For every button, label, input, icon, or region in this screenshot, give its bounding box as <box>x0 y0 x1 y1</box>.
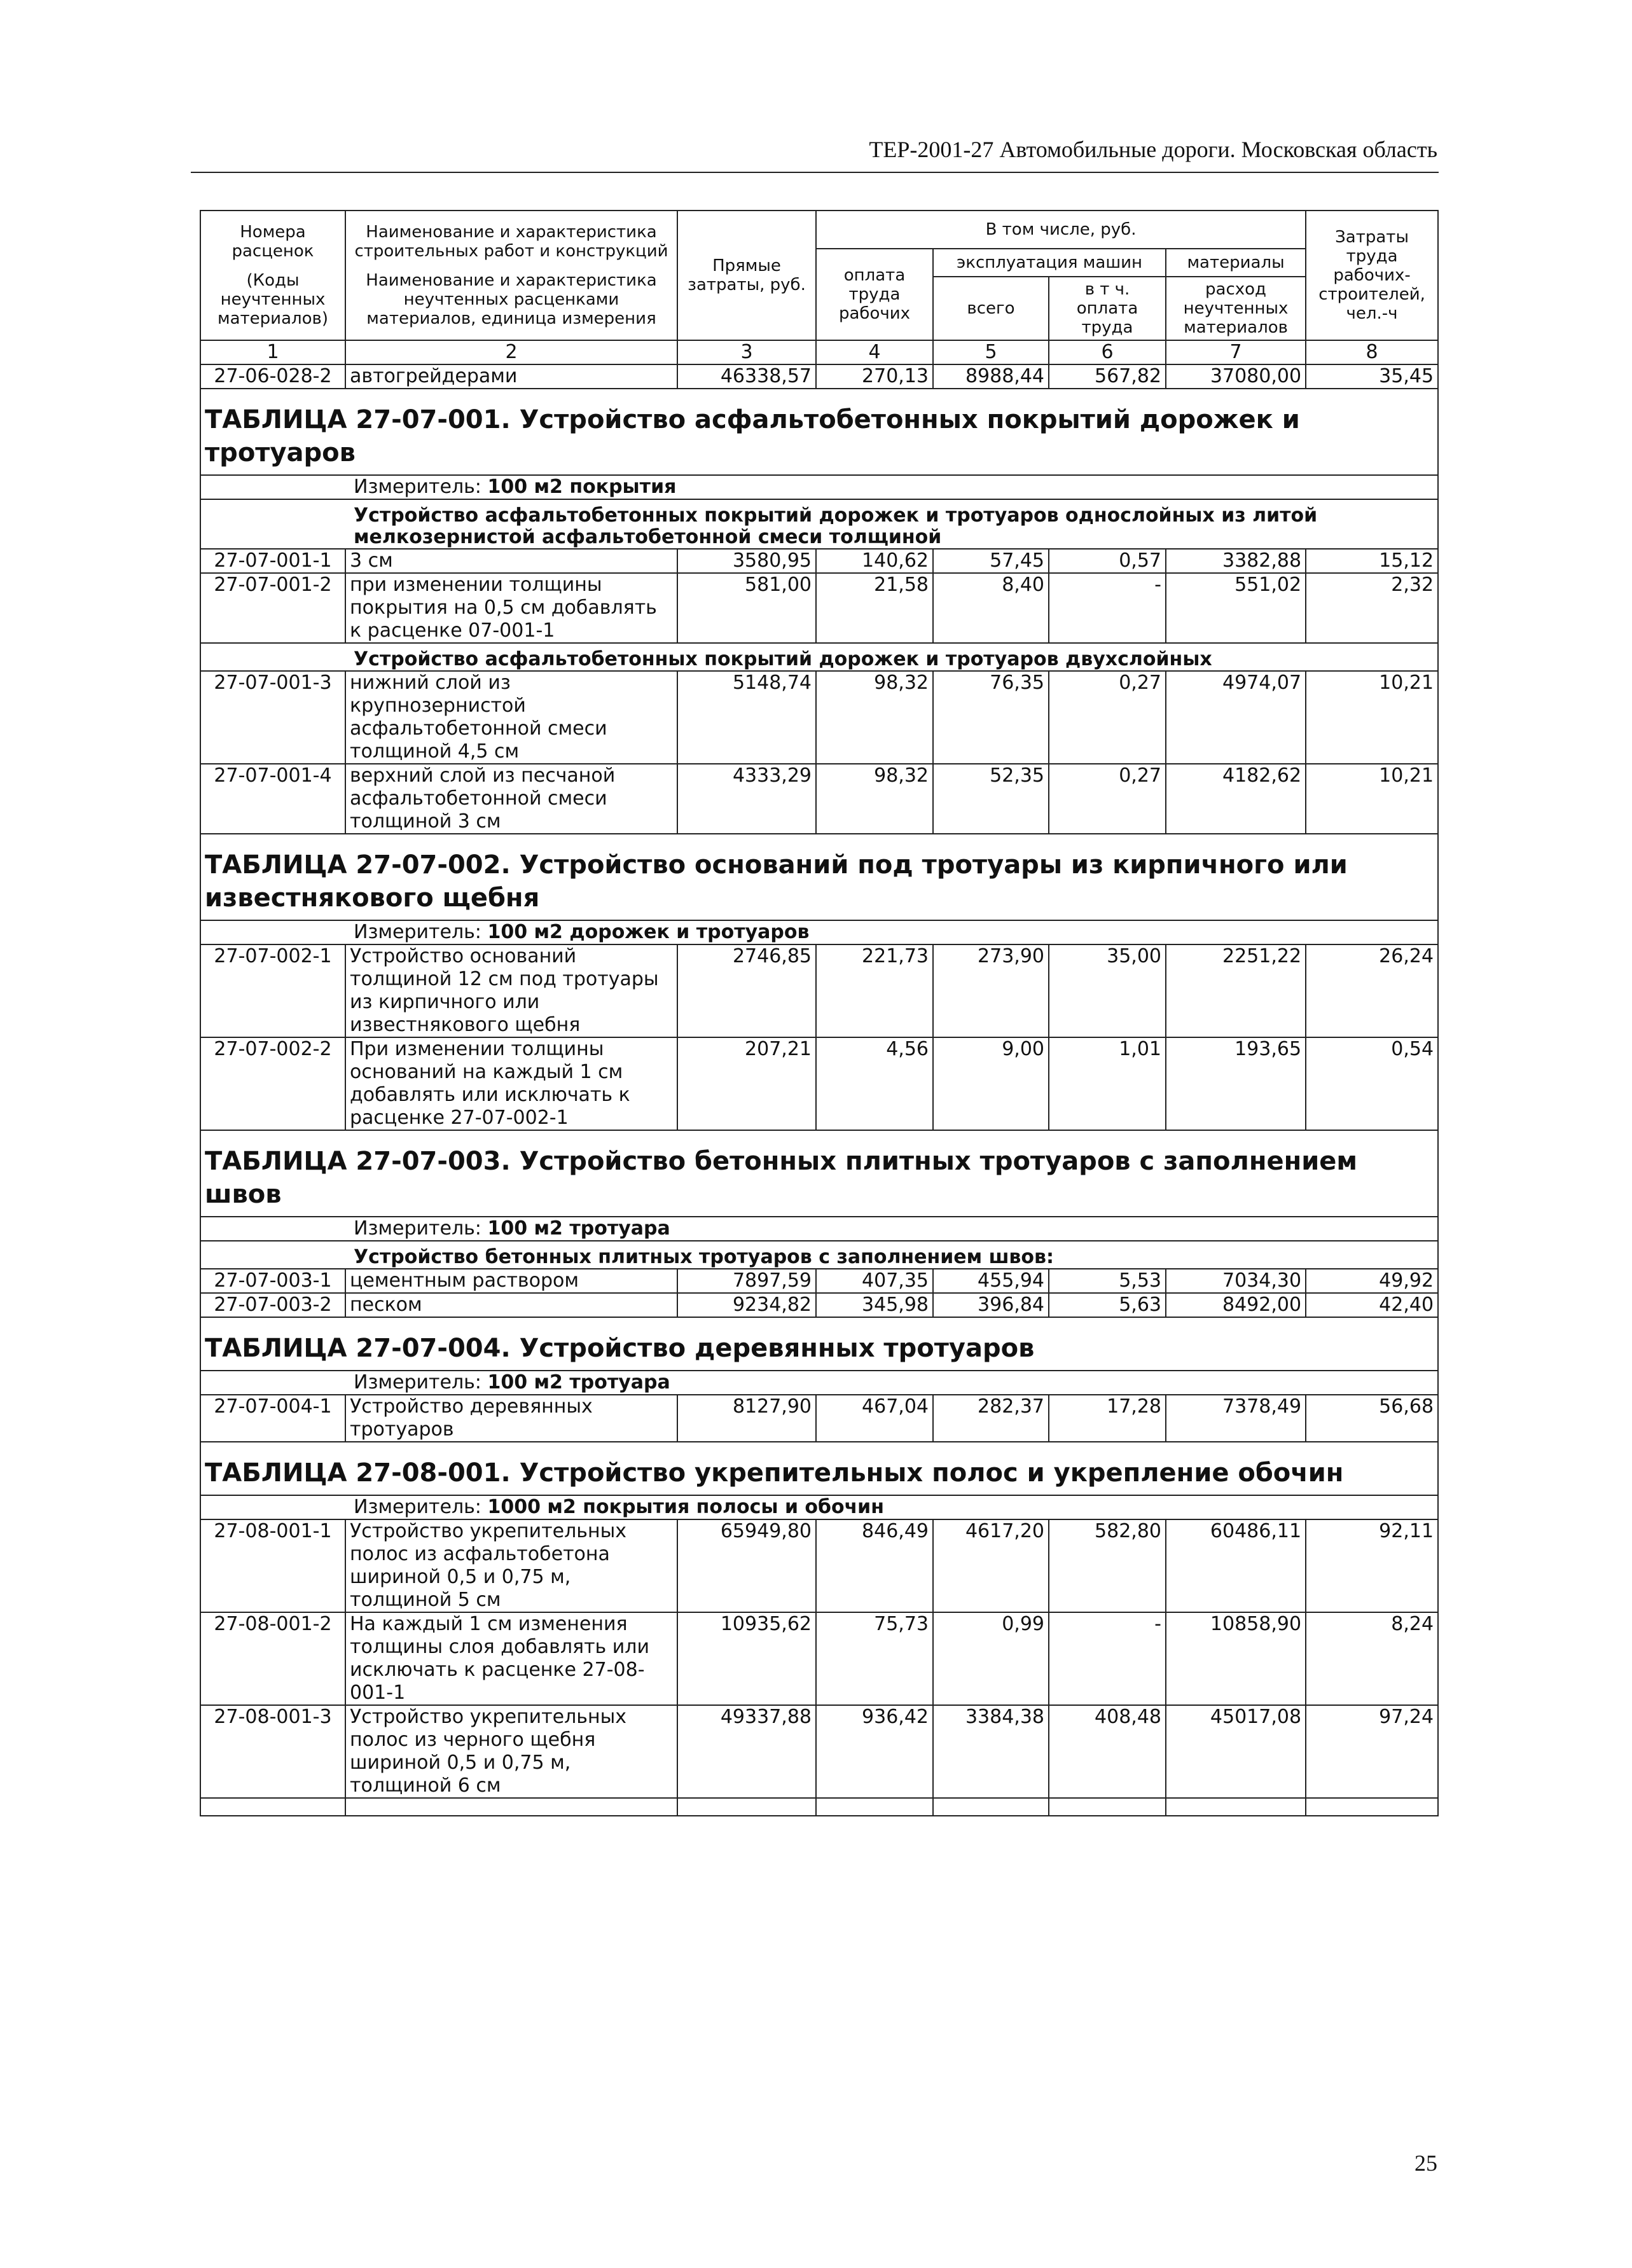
header-name-bottom: Наименование и характеристика неучтенных расценками материалов, единица измерения <box>366 271 657 328</box>
header-labor-pay: оплата труда рабочих <box>816 249 933 340</box>
row-name: песком <box>345 1293 677 1317</box>
row-name: верхний слой из песчаной асфальтобетонной смеси толщиной 3 см <box>345 764 677 834</box>
row-code: 27-07-003-2 <box>200 1293 345 1317</box>
empty-cell <box>1166 1798 1306 1816</box>
row-code: 27-07-002-2 <box>200 1037 345 1130</box>
header-codes-top: Номера расценок <box>232 223 314 261</box>
column-number: 6 <box>1049 340 1166 364</box>
row-name: при изменении толщины покрытия на 0,5 см добавлять к расценке 07-001-1 <box>345 573 677 643</box>
row-machines: 396,84 <box>933 1293 1049 1317</box>
row-machines: 4617,20 <box>933 1519 1049 1612</box>
row-materials: 4182,62 <box>1166 764 1306 834</box>
row-labor: 407,35 <box>816 1269 933 1293</box>
meter-cell <box>200 920 1438 944</box>
column-number: 5 <box>933 340 1049 364</box>
row-materials: 10858,90 <box>1166 1612 1306 1705</box>
meter-value: 100 м2 тротуара <box>487 1217 670 1240</box>
section-title-row <box>200 834 1438 920</box>
row-code: 27-08-001-3 <box>200 1705 345 1798</box>
row-hours: 56,68 <box>1306 1395 1438 1442</box>
empty-cell <box>816 1798 933 1816</box>
row-direct: 8127,90 <box>677 1395 816 1442</box>
meter-cell <box>200 1371 1438 1395</box>
row-machines: 273,90 <box>933 944 1049 1037</box>
row-machines-labor: 1,01 <box>1049 1037 1166 1130</box>
row-materials: 2251,22 <box>1166 944 1306 1037</box>
row-code: 27-08-001-1 <box>200 1519 345 1612</box>
row-machines-labor: 17,28 <box>1049 1395 1166 1442</box>
row-machines-labor: 5,53 <box>1049 1269 1166 1293</box>
section-title-row <box>200 1317 1438 1371</box>
header-materials-unaccounted: расход неучтенных материалов <box>1166 277 1306 340</box>
section-title-row <box>200 1442 1438 1495</box>
header-row <box>200 211 1438 249</box>
header-incl: В том числе, руб. <box>816 211 1306 249</box>
row-hours: 15,12 <box>1306 549 1438 573</box>
row-hours: 49,92 <box>1306 1269 1438 1293</box>
row-machines: 9,00 <box>933 1037 1049 1130</box>
meter-row <box>200 920 1438 944</box>
row-code: 27-07-001-4 <box>200 764 345 834</box>
row-machines-labor: 5,63 <box>1049 1293 1166 1317</box>
header-machines: эксплуатация машин <box>933 249 1166 277</box>
row-machines: 0,99 <box>933 1612 1049 1705</box>
row-machines: 8,40 <box>933 573 1049 643</box>
meter-label: Измеритель: <box>354 1371 481 1393</box>
row-code: 27-06-028-2 <box>200 364 345 389</box>
header-machines-total: всего <box>933 277 1049 340</box>
column-number: 1 <box>200 340 345 364</box>
section-title: ТАБЛИЦА 27-07-003. Устройство бетонных плитных тротуаров с заполнением швов <box>200 1130 1438 1217</box>
row-machines-labor: 35,00 <box>1049 944 1166 1037</box>
meter-cell <box>200 1495 1438 1519</box>
group-heading-row <box>200 643 1438 671</box>
row-hours: 8,24 <box>1306 1612 1438 1705</box>
row-labor: 936,42 <box>816 1705 933 1798</box>
row-materials: 3382,88 <box>1166 549 1306 573</box>
section-title-row <box>200 389 1438 475</box>
header-rule <box>191 172 1439 173</box>
row-hours: 97,24 <box>1306 1705 1438 1798</box>
row-machines-labor: 582,80 <box>1049 1519 1166 1612</box>
page-number: 25 <box>1414 2150 1437 2176</box>
meter-cell <box>200 475 1438 499</box>
row-name: нижний слой из крупнозернистой асфальтобетонной смеси толщиной 4,5 см <box>345 671 677 764</box>
meter-row <box>200 1371 1438 1395</box>
row-hours: 2,32 <box>1306 573 1438 643</box>
empty-cell <box>933 1798 1049 1816</box>
row-name: Устройство укрепительных полос из асфальтобетона шириной 0,5 и 0,75 м, толщиной 5 см <box>345 1519 677 1612</box>
row-hours: 0,54 <box>1306 1037 1438 1130</box>
row-hours: 92,11 <box>1306 1519 1438 1612</box>
row-materials: 45017,08 <box>1166 1705 1306 1798</box>
row-machines: 455,94 <box>933 1269 1049 1293</box>
row-machines-labor: 0,27 <box>1049 671 1166 764</box>
row-machines-labor: - <box>1049 1612 1166 1705</box>
empty-cell <box>1049 1798 1166 1816</box>
row-direct: 2746,85 <box>677 944 816 1037</box>
row-labor: 345,98 <box>816 1293 933 1317</box>
row-code: 27-07-003-1 <box>200 1269 345 1293</box>
row-materials: 193,65 <box>1166 1037 1306 1130</box>
row-code: 27-07-001-2 <box>200 573 345 643</box>
row-machines-labor: 408,48 <box>1049 1705 1166 1798</box>
row-direct: 9234,82 <box>677 1293 816 1317</box>
table-row <box>200 573 1438 643</box>
row-materials: 4974,07 <box>1166 671 1306 764</box>
group-heading: Устройство асфальтобетонных покрытий дорожек и тротуаров однослойных из литой мелкозернистой асфальтобетонной смеси толщиной <box>200 499 1438 549</box>
meter-row <box>200 1495 1438 1519</box>
row-name: Устройство укрепительных полос из черного щебня шириной 0,5 и 0,75 м, толщиной 6 см <box>345 1705 677 1798</box>
row-name: При изменении толщины оснований на каждый 1 см добавлять или исключать к расценке 27-07-002-1 <box>345 1037 677 1130</box>
table-row <box>200 764 1438 834</box>
row-machines-labor: - <box>1049 573 1166 643</box>
row-name: На каждый 1 см изменения толщины слоя добавлять или исключать к расценке 27-08-001-1 <box>345 1612 677 1705</box>
meter-cell <box>200 1217 1438 1241</box>
meter-label: Измеритель: <box>354 1217 481 1240</box>
column-number-row <box>200 340 1438 364</box>
row-machines-labor: 0,57 <box>1049 549 1166 573</box>
row-direct: 581,00 <box>677 573 816 643</box>
meter-value: 100 м2 дорожек и тротуаров <box>487 921 810 943</box>
row-code: 27-07-002-1 <box>200 944 345 1037</box>
header-direct: Прямые затраты, руб. <box>677 211 816 340</box>
row-labor: 98,32 <box>816 764 933 834</box>
meter-row <box>200 1217 1438 1241</box>
section-title-row <box>200 1130 1438 1217</box>
row-labor: 140,62 <box>816 549 933 573</box>
empty-cell <box>200 1798 345 1816</box>
header-codes-cell <box>200 211 345 340</box>
meter-label: Измеритель: <box>354 921 481 943</box>
row-hours: 10,21 <box>1306 671 1438 764</box>
table-row <box>200 1395 1438 1442</box>
header-name-top: Наименование и характеристика строительных работ и конструкций <box>354 223 668 261</box>
column-number: 3 <box>677 340 816 364</box>
row-machines-labor: 0,27 <box>1049 764 1166 834</box>
section-title: ТАБЛИЦА 27-07-001. Устройство асфальтобетонных покрытий дорожек и тротуаров <box>200 389 1438 475</box>
row-labor: 75,73 <box>816 1612 933 1705</box>
row-name: Устройство оснований толщиной 12 см под тротуары из кирпичного или известнякового щебня <box>345 944 677 1037</box>
row-materials: 60486,11 <box>1166 1519 1306 1612</box>
row-machines: 8988,44 <box>933 364 1049 389</box>
row-direct: 5148,74 <box>677 671 816 764</box>
column-number: 4 <box>816 340 933 364</box>
row-labor: 270,13 <box>816 364 933 389</box>
row-code: 27-08-001-2 <box>200 1612 345 1705</box>
table-row <box>200 1293 1438 1317</box>
table-row <box>200 1037 1438 1130</box>
table-row <box>200 671 1438 764</box>
header-labor-cost: Затраты труда рабочих-строителей, чел.-ч <box>1306 211 1438 340</box>
section-title: ТАБЛИЦА 27-08-001. Устройство укрепительных полос и укрепление обочин <box>200 1442 1438 1495</box>
meter-value: 100 м2 покрытия <box>487 476 677 498</box>
row-direct: 46338,57 <box>677 364 816 389</box>
header-name-cell <box>345 211 677 340</box>
row-machines: 282,37 <box>933 1395 1049 1442</box>
column-number: 2 <box>345 340 677 364</box>
header-machines-incl: в т ч. оплата труда <box>1049 277 1166 340</box>
row-labor: 98,32 <box>816 671 933 764</box>
row-materials: 7034,30 <box>1166 1269 1306 1293</box>
table-row <box>200 1519 1438 1612</box>
price-table <box>200 210 1439 1816</box>
running-header: ТЕР-2001-27 Автомобильные дороги. Московская область <box>869 137 1437 162</box>
row-labor: 21,58 <box>816 573 933 643</box>
row-name: цементным раствором <box>345 1269 677 1293</box>
row-direct: 49337,88 <box>677 1705 816 1798</box>
table-end-row <box>200 1798 1438 1816</box>
column-number: 7 <box>1166 340 1306 364</box>
row-labor: 846,49 <box>816 1519 933 1612</box>
group-heading: Устройство бетонных плитных тротуаров с заполнением швов: <box>200 1241 1438 1269</box>
row-machines: 76,35 <box>933 671 1049 764</box>
group-heading: Устройство асфальтобетонных покрытий дорожек и тротуаров двухслойных <box>200 643 1438 671</box>
row-machines: 57,45 <box>933 549 1049 573</box>
meter-label: Измеритель: <box>354 476 481 498</box>
meter-value: 1000 м2 покрытия полосы и обочин <box>487 1496 884 1518</box>
row-machines: 52,35 <box>933 764 1049 834</box>
row-hours: 10,21 <box>1306 764 1438 834</box>
section-title: ТАБЛИЦА 27-07-002. Устройство оснований под тротуары из кирпичного или известнякового щебня <box>200 834 1438 920</box>
row-code: 27-07-004-1 <box>200 1395 345 1442</box>
row-hours: 35,45 <box>1306 364 1438 389</box>
meter-row <box>200 475 1438 499</box>
row-direct: 4333,29 <box>677 764 816 834</box>
group-heading-row <box>200 499 1438 549</box>
row-direct: 207,21 <box>677 1037 816 1130</box>
empty-cell <box>677 1798 816 1816</box>
row-machines-labor: 567,82 <box>1049 364 1166 389</box>
table-row <box>200 1705 1438 1798</box>
row-labor: 4,56 <box>816 1037 933 1130</box>
meter-label: Измеритель: <box>354 1496 481 1518</box>
meter-value: 100 м2 тротуара <box>487 1371 670 1393</box>
row-materials: 7378,49 <box>1166 1395 1306 1442</box>
table-row <box>200 549 1438 573</box>
row-hours: 26,24 <box>1306 944 1438 1037</box>
group-heading-row <box>200 1241 1438 1269</box>
header-materials: материалы <box>1166 249 1306 277</box>
header-codes-bottom: (Коды неучтенных материалов) <box>217 271 328 328</box>
empty-cell <box>345 1798 677 1816</box>
row-code: 27-07-001-1 <box>200 549 345 573</box>
row-materials: 8492,00 <box>1166 1293 1306 1317</box>
column-number: 8 <box>1306 340 1438 364</box>
table-row <box>200 1269 1438 1293</box>
row-code: 27-07-001-3 <box>200 671 345 764</box>
section-title: ТАБЛИЦА 27-07-004. Устройство деревянных тротуаров <box>200 1317 1438 1371</box>
row-direct: 65949,80 <box>677 1519 816 1612</box>
row-labor: 221,73 <box>816 944 933 1037</box>
row-name: Устройство деревянных тротуаров <box>345 1395 677 1442</box>
table-row <box>200 1612 1438 1705</box>
row-labor: 467,04 <box>816 1395 933 1442</box>
row-materials: 551,02 <box>1166 573 1306 643</box>
row-direct: 10935,62 <box>677 1612 816 1705</box>
row-machines: 3384,38 <box>933 1705 1049 1798</box>
row-direct: 3580,95 <box>677 549 816 573</box>
empty-cell <box>1306 1798 1438 1816</box>
row-materials: 37080,00 <box>1166 364 1306 389</box>
row-direct: 7897,59 <box>677 1269 816 1293</box>
row-name: автогрейдерами <box>345 364 677 389</box>
table-row <box>200 944 1438 1037</box>
row-name: 3 см <box>345 549 677 573</box>
table-row <box>200 364 1438 389</box>
row-hours: 42,40 <box>1306 1293 1438 1317</box>
